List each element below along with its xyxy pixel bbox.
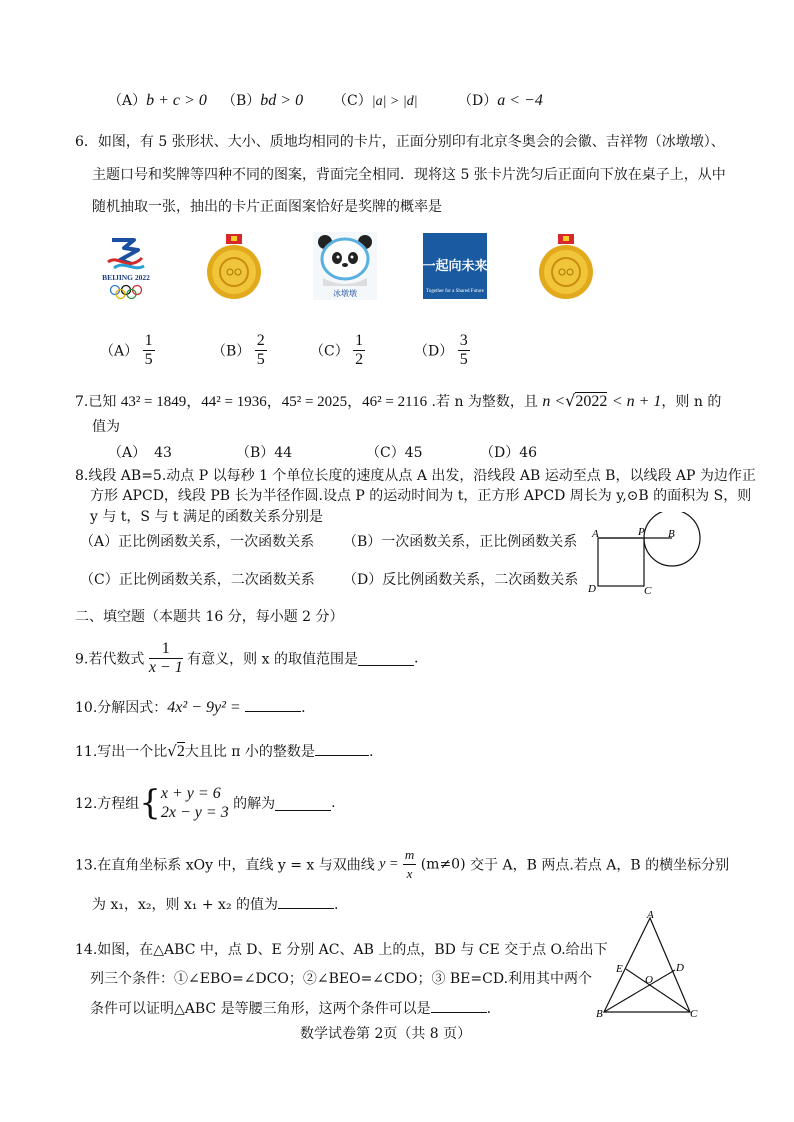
numerator: 1 xyxy=(149,640,183,659)
option-expr: a < −4 xyxy=(497,92,543,109)
option-value: 46 xyxy=(519,445,538,461)
q7-mid: .若 n 为整数，且 xyxy=(431,394,538,410)
q6-line-2: 主题口号和奖牌等四种不同的图案，背面完全相同．现将这 5 张卡片洗匀后正面向下放在桌子上，从中 xyxy=(92,167,726,183)
equation-system xyxy=(161,784,229,822)
answer-blank[interactable] xyxy=(358,651,414,666)
denominator: 5 xyxy=(459,351,468,368)
mascot-text: 冰墩墩 xyxy=(333,289,357,298)
q7-facts: 43² = 1849，44² = 1936，45² = 2025，46² = 2116 xyxy=(120,394,428,410)
answer-blank[interactable] xyxy=(315,741,369,756)
q14-line-3-text: 条件可以证明△ABC 是等腰三角形，这两个条件可以是 xyxy=(90,1001,431,1017)
q8-line-3: y 与 t，S 与 t 满足的函数关系分别是 xyxy=(90,509,324,525)
q9 xyxy=(75,640,418,677)
answer-blank[interactable] xyxy=(431,998,487,1013)
option-text: 反比例函数关系，二次函数关系 xyxy=(382,572,579,588)
q12-prefix: 12.方程组 xyxy=(75,796,140,812)
card-medal-2 xyxy=(534,232,598,300)
q13-suffix: 交于 A，B 两点.若点 A，B 的横坐标分别 xyxy=(470,857,730,874)
q7-option-a xyxy=(108,442,172,462)
slogan-card-icon xyxy=(422,232,488,300)
option-label: （C） xyxy=(366,445,405,461)
denominator: x − 1 xyxy=(148,659,183,676)
q5-option-b xyxy=(222,90,303,110)
option-label: （D） xyxy=(480,445,520,461)
label-a: A xyxy=(647,909,654,921)
fraction xyxy=(255,332,267,369)
option-text: 一次函数关系，正比例函数关系 xyxy=(381,534,578,550)
numerator: 2 xyxy=(256,332,265,349)
q7-ineq-left: n < xyxy=(542,393,566,410)
label-c: C xyxy=(690,1008,698,1020)
option-label: （C） xyxy=(80,572,119,588)
q11-mid: 大且比 π 小的整数是 xyxy=(184,744,315,760)
fraction xyxy=(149,640,183,677)
period: . xyxy=(334,897,339,913)
q8-line-2: 方形 APCD，线段 PB 长为半径作圆.设点 P 的运动时间为 t，正方形 APCD 周长为 y,⊙B 的面积为 S，则 xyxy=(90,488,752,504)
q10-expr: 4x² − 9y² = xyxy=(167,699,241,716)
q5-option-d xyxy=(458,90,543,110)
q7-option-c xyxy=(366,442,423,462)
numerator: 1 xyxy=(144,332,153,349)
q7-line-2: 值为 xyxy=(92,419,120,435)
option-label: （A） xyxy=(100,343,139,360)
label-o: O xyxy=(645,974,653,986)
q13-line-1 xyxy=(75,846,729,883)
beijing-2022-emblem-icon xyxy=(94,232,158,300)
q8-line-1: 8.线段 AB=5.动点 P 以每秒 1 个单位长度的速度从点 A 出发，沿线段 AB 运动至点 B，以线段 AP 为边作正 xyxy=(75,468,756,484)
q12-suffix: 的解为 xyxy=(233,796,276,812)
answer-blank[interactable] xyxy=(245,697,301,712)
option-expr: |a| > |d| xyxy=(371,94,418,109)
gold-medal-icon xyxy=(202,232,266,300)
q7-prefix: 7.已知 xyxy=(75,394,117,410)
option-label: （B） xyxy=(222,93,261,109)
q6-line-3: 随机抽取一张，抽出的卡片正面图案恰好是奖牌的概率是 xyxy=(92,199,442,215)
period: . xyxy=(486,1001,492,1017)
q5-option-c xyxy=(333,90,418,110)
q6-line-1: 6．如图，有 5 张形状、大小、质地均相同的卡片，正面分别印有北京冬奥会的会徽、吉祥物（冰墩墩）、 xyxy=(75,134,725,150)
period: . xyxy=(331,795,336,811)
q14-line-3 xyxy=(90,998,491,1018)
denominator: 5 xyxy=(144,351,153,368)
section-2-heading: 二、填空题（本题共 16 分，每小题 2 分） xyxy=(75,609,344,625)
numerator: 3 xyxy=(459,332,468,349)
answer-blank[interactable] xyxy=(278,894,334,909)
option-value: 44 xyxy=(274,445,293,461)
fraction xyxy=(353,332,365,369)
period: . xyxy=(368,744,374,760)
q7-line-1: 7.已知 43² = 1849，44² = 1936，45² = 2025，46² = 2116 .若 n 为整数，且 n <√2022 < n + 1，则 n 的 xyxy=(75,391,722,410)
q7-radicand: 2022 xyxy=(575,393,608,410)
label-b: B xyxy=(668,528,675,540)
option-label: （D） xyxy=(414,343,454,360)
q9-suffix: 有意义，则 x 的取值范围是 xyxy=(187,651,358,668)
q14-line-2: 列三个条件：①∠EBO=∠DCO；②∠BEO=∠CDO；③ BE=CD.利用其中两个 xyxy=(90,971,593,987)
q14-triangle-figure xyxy=(592,908,704,1022)
option-label: （D） xyxy=(458,93,498,109)
q7-ineq-right: < n + 1 xyxy=(611,393,662,410)
q8-option-a xyxy=(80,531,314,551)
q9-prefix: 9.若代数式 xyxy=(75,651,145,668)
slogan-english-text: Together for a Shared Future xyxy=(426,289,484,294)
q13-prefix: 13.在直角坐标系 xOy 中，直线 y = x 与双曲线 xyxy=(75,857,375,874)
option-text: 正比例函数关系，二次函数关系 xyxy=(118,572,315,588)
q7-option-d xyxy=(480,442,537,462)
label-b: B xyxy=(596,1008,603,1020)
period: . xyxy=(413,650,419,667)
equation-2: 2x − y = 3 xyxy=(160,804,229,821)
option-value: 43 xyxy=(154,445,172,461)
fraction xyxy=(143,332,155,369)
emblem-text: BEIJING 2022 xyxy=(102,273,150,282)
q8-option-c xyxy=(80,569,315,589)
equation-1: x + y = 6 xyxy=(160,785,221,802)
option-label: （C） xyxy=(310,343,349,360)
option-label: （D） xyxy=(343,572,383,588)
q8-option-b xyxy=(343,531,577,551)
period: . xyxy=(301,700,306,716)
bing-dwen-dwen-mascot-icon xyxy=(313,232,377,300)
q11-prefix: 11.写出一个比 xyxy=(75,744,168,760)
q6-option-c xyxy=(310,332,365,369)
label-d: D xyxy=(676,962,684,974)
q13-line-2 xyxy=(92,894,338,914)
q10 xyxy=(75,697,306,717)
q13-line-2-text: 为 x₁，x₂，则 x₁ + x₂ 的值为 xyxy=(92,897,279,913)
denominator: 2 xyxy=(355,351,364,368)
label-p: P xyxy=(638,526,645,538)
q7-suffix: ，则 n 的 xyxy=(661,394,722,410)
denominator: x xyxy=(406,866,413,881)
option-text: 正比例函数关系，一次函数关系 xyxy=(118,534,315,550)
fraction xyxy=(403,846,416,883)
option-label: （C） xyxy=(333,93,372,109)
q6-option-d xyxy=(414,332,470,369)
slogan-text: 一起向未来 xyxy=(422,258,488,273)
option-label: （B） xyxy=(343,534,382,550)
q11-radicand: 2 xyxy=(176,743,185,760)
card-slogan xyxy=(422,232,488,300)
hyperbola-lhs: y = xyxy=(379,856,399,872)
numerator: m xyxy=(403,846,416,865)
option-value: 45 xyxy=(404,445,423,461)
fraction xyxy=(458,332,470,369)
q13-condition: (m≠0) xyxy=(420,856,466,873)
label-a: A xyxy=(592,528,599,540)
gold-medal-icon xyxy=(534,232,598,300)
q12: 12.方程组{ x + y = 6 2x − y = 3 的解为 . xyxy=(75,783,336,823)
q6-option-a xyxy=(100,332,155,369)
page-footer: 数学试卷第 2页（共 8 页） xyxy=(300,1026,472,1042)
option-expr: bd > 0 xyxy=(260,92,304,109)
q11: 11.写出一个比√2大且比 π 小的整数是 . xyxy=(75,742,374,760)
option-label: （A） xyxy=(108,93,147,109)
denominator: 5 xyxy=(256,351,265,368)
label-d: D xyxy=(588,583,596,595)
option-label: （B） xyxy=(212,343,251,360)
card-mascot xyxy=(313,232,377,300)
label-c: C xyxy=(644,585,652,597)
q5-option-a xyxy=(108,90,207,110)
option-label: （B） xyxy=(236,445,275,461)
q8-square-circle-figure xyxy=(584,512,706,600)
option-expr: b + c > 0 xyxy=(146,92,207,109)
answer-blank[interactable] xyxy=(275,796,331,811)
q6-option-b xyxy=(212,332,267,369)
q10-prefix: 10.分解因式： xyxy=(75,700,168,716)
card-emblem xyxy=(94,232,158,300)
q14-line-1: 14.如图，在△ABC 中，点 D、E 分别 AC、AB 上的点，BD 与 CE 交于点 O.给出下 xyxy=(75,942,608,958)
q7-option-b xyxy=(236,442,292,462)
label-e: E xyxy=(616,963,623,975)
card-medal-1 xyxy=(202,232,266,300)
option-label: （A） xyxy=(108,445,147,461)
numerator: 1 xyxy=(355,332,364,349)
q8-option-d xyxy=(343,569,578,589)
option-label: （A） xyxy=(80,534,119,550)
